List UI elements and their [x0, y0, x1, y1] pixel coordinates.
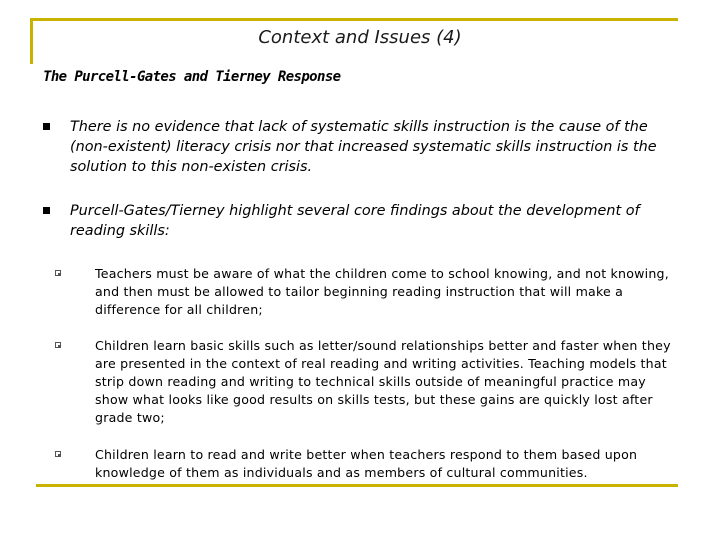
bullet-text: Purcell-Gates/Tierney highlight several core findings about the development of reading skills:: [70, 203, 640, 239]
slide-subtitle: The Purcell-Gates and Tierney Response: [43, 69, 341, 85]
left-rule: [30, 18, 33, 64]
slide-title: Context and Issues (4): [258, 27, 462, 48]
sub-bullet-text: Teachers must be aware of what the children come to school knowing, and not knowing, and then must be allowed to tailor beginning reading instruction that will make a difference for all children;: [95, 266, 669, 317]
bullet-text: There is no evidence that lack of systematic skills instruction is the cause of the (non-existent) literacy crisis nor that increased systematic skills instruction is the solution to this non-existen crisis.: [70, 119, 657, 175]
square-bullet-icon: [43, 123, 50, 130]
hollow-square-bullet-icon: [55, 342, 61, 348]
top-rule: [32, 18, 678, 21]
sub-bullet-text: Children learn to read and write better when teachers respond to them based upon knowledge of them as individuals and as members of cultural communities.: [95, 447, 638, 480]
hollow-square-bullet-icon: [55, 451, 61, 457]
square-bullet-icon: [43, 207, 50, 214]
sub-bullet-text: Children learn basic skills such as letter/sound relationships better and faster when they are presented in the context of real reading and writing activities. Teaching models that strip down reading and writing to technical skills outside of meaningful practice may show what looks like good results on skills tests, but these gains are quickly lost after grade two;: [95, 338, 671, 425]
bottom-rule: [36, 484, 678, 487]
hollow-square-bullet-icon: [55, 270, 61, 276]
